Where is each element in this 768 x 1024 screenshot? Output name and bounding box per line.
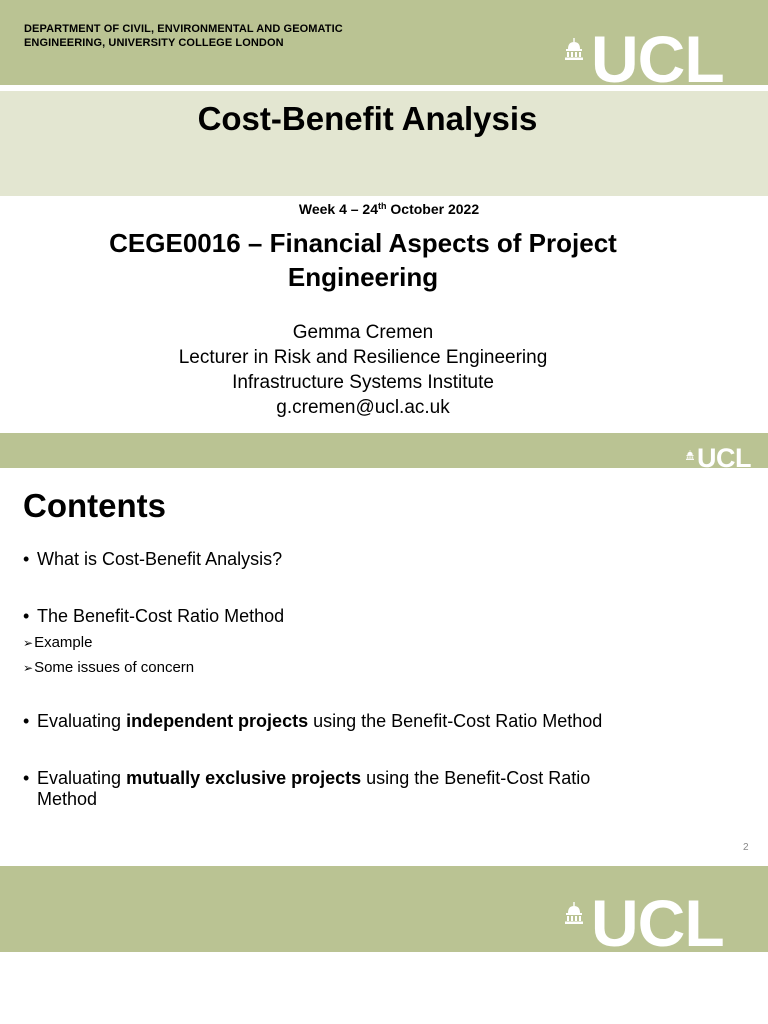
ucl-logo-text: UCL <box>591 30 724 88</box>
list-item-text: The Benefit-Cost Ratio Method <box>37 606 285 626</box>
date-ordinal: th <box>378 201 387 211</box>
slide-title: Cost-Benefit Analysis <box>197 100 538 137</box>
emphasis-text: independent projects <box>126 711 309 731</box>
page-number: 2 <box>743 842 749 853</box>
list-item-text <box>37 768 647 810</box>
ucl-portico-dome-icon <box>565 902 583 924</box>
presenter-role: Lecturer in Risk and Resilience Engineering <box>178 347 548 368</box>
bullet-marker: • <box>23 549 30 569</box>
course-title: CEGE0016 – Financial Aspects of Project Engineering <box>109 228 617 292</box>
week-prefix: Week 4 – 24 <box>298 201 379 217</box>
sub-list-item-text: Some issues of concern <box>34 659 195 676</box>
presenter-institute: Infrastructure Systems Institute <box>232 372 494 393</box>
ucl-logo-text: UCL <box>697 447 751 469</box>
ucl-logo-small <box>686 447 751 469</box>
ucl-logo <box>565 30 724 88</box>
ucl-logo-text: UCL <box>591 894 724 952</box>
department-line-1: DEPARTMENT OF CIVIL, ENVIRONMENTAL AND GEOMATIC <box>24 23 343 35</box>
arrow-bullet-icon: ➢ <box>23 636 34 650</box>
bullet-marker: • <box>23 768 30 788</box>
presenter-block <box>0 320 726 420</box>
text-run: using the Benefit-Cost Ratio Method <box>37 768 591 809</box>
department-name <box>24 23 343 50</box>
list-item-text <box>37 711 602 732</box>
department-line-2: ENGINEERING, UNIVERSITY COLLEGE LONDON <box>24 36 284 49</box>
ucl-portico-dome-icon <box>565 38 583 60</box>
contents-heading: Contents <box>23 487 166 524</box>
ucl-logo-footer <box>565 894 724 952</box>
text-run: Evaluating <box>37 711 127 731</box>
text-run: using the Benefit-Cost Ratio Method <box>308 711 603 731</box>
sub-list-item <box>23 634 92 652</box>
bullet-marker: • <box>23 711 30 731</box>
lecture-date <box>0 201 768 217</box>
sub-list-item <box>23 659 194 677</box>
text-run: Evaluating <box>37 768 127 788</box>
presenter-email: g.cremen@ucl.ac.uk <box>276 397 450 418</box>
emphasis-text: mutually exclusive projects <box>126 768 362 788</box>
bullet-marker: • <box>23 606 30 626</box>
week-suffix: October 2022 <box>386 201 480 217</box>
presenter-name: Gemma Cremen <box>292 322 434 343</box>
slide2-header-band <box>0 433 768 468</box>
sub-list-item-text: Example <box>34 634 93 651</box>
list-item-text: What is Cost-Benefit Analysis? <box>37 549 283 569</box>
arrow-bullet-icon: ➢ <box>23 661 34 675</box>
ucl-portico-dome-icon <box>686 450 694 460</box>
